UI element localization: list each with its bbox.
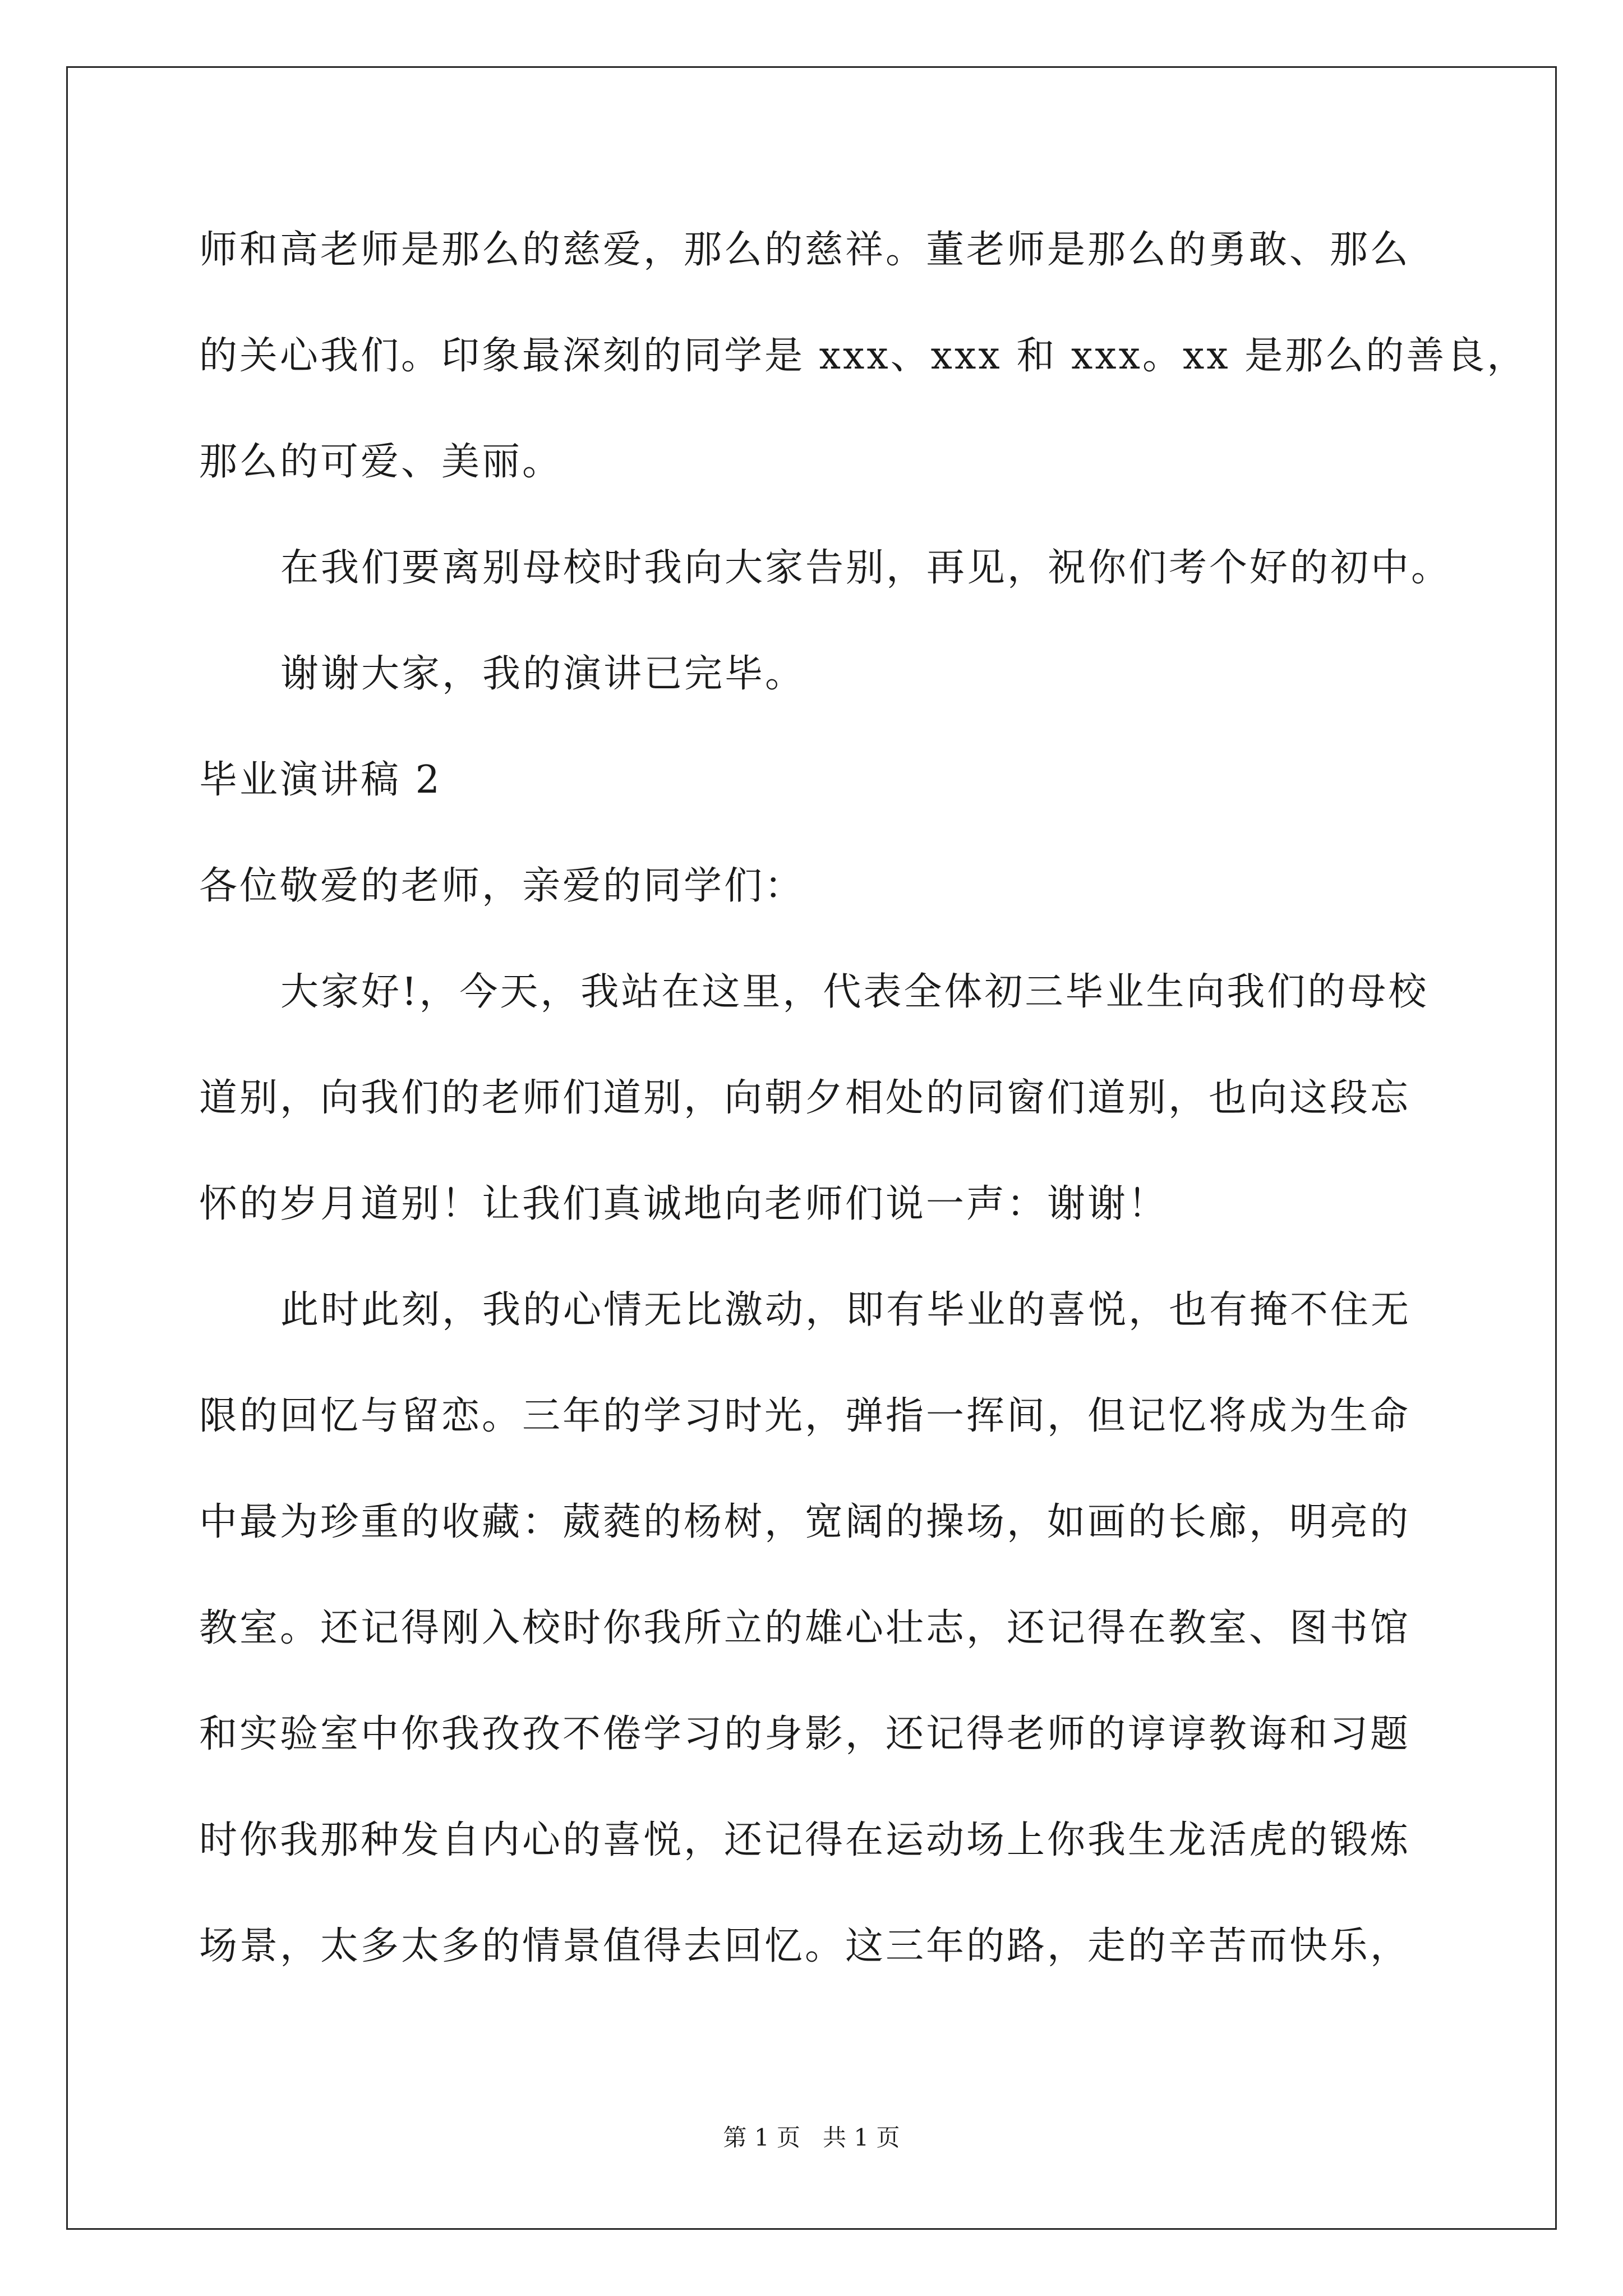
- text-line: 时你我那种发自内心的喜悦，还记得在运动场上你我生龙活虎的锻炼: [199, 1818, 1411, 1862]
- text-line: 谢谢大家，我的演讲已完毕。: [280, 652, 806, 696]
- text-line: 教室。还记得刚入校时你我所立的雄心壮志，还记得在教室、图书馆: [199, 1606, 1411, 1650]
- text-line: 的关心我们。印象最深刻的同学是 xxx、xxx 和 xxx。xx 是那么的善良，: [199, 334, 1528, 378]
- text-line: 场景，太多太多的情景值得去回忆。这三年的路，走的辛苦而快乐，: [199, 1924, 1411, 1968]
- text-line: 师和高老师是那么的慈爱，那么的慈祥。董老师是那么的勇敢、那么: [199, 228, 1411, 272]
- text-line: 道别，向我们的老师们道别，向朝夕相处的同窗们道别，也向这段忘: [199, 1076, 1411, 1120]
- text-line: 怀的岁月道别！让我们真诚地向老师们说一声：谢谢！: [199, 1182, 1169, 1226]
- text-line: 和实验室中你我孜孜不倦学习的身影，还记得老师的谆谆教诲和习题: [199, 1712, 1411, 1756]
- section-title: 毕业演讲稿 2: [199, 758, 442, 802]
- page-number-footer: 第 1 页 共 1 页: [723, 2124, 900, 2151]
- salutation: 各位敬爱的老师，亲爱的同学们：: [199, 864, 805, 908]
- text-line: 在我们要离别母校时我向大家告别，再见，祝你们考个好的初中。: [280, 546, 1452, 590]
- text-line: 限的回忆与留恋。三年的学习时光，弹指一挥间，但记忆将成为生命: [199, 1394, 1411, 1438]
- text-line: 中最为珍重的收藏：葳蕤的杨树，宽阔的操场，如画的长廊，明亮的: [199, 1500, 1411, 1544]
- page-border: [66, 66, 1557, 2230]
- text-line: 此时此刻，我的心情无比激动，即有毕业的喜悦，也有掩不住无: [280, 1288, 1412, 1332]
- text-line: 那么的可爱、美丽。: [199, 440, 563, 484]
- text-line: 大家好!，今天，我站在这里，代表全体初三毕业生向我们的母校: [280, 970, 1429, 1014]
